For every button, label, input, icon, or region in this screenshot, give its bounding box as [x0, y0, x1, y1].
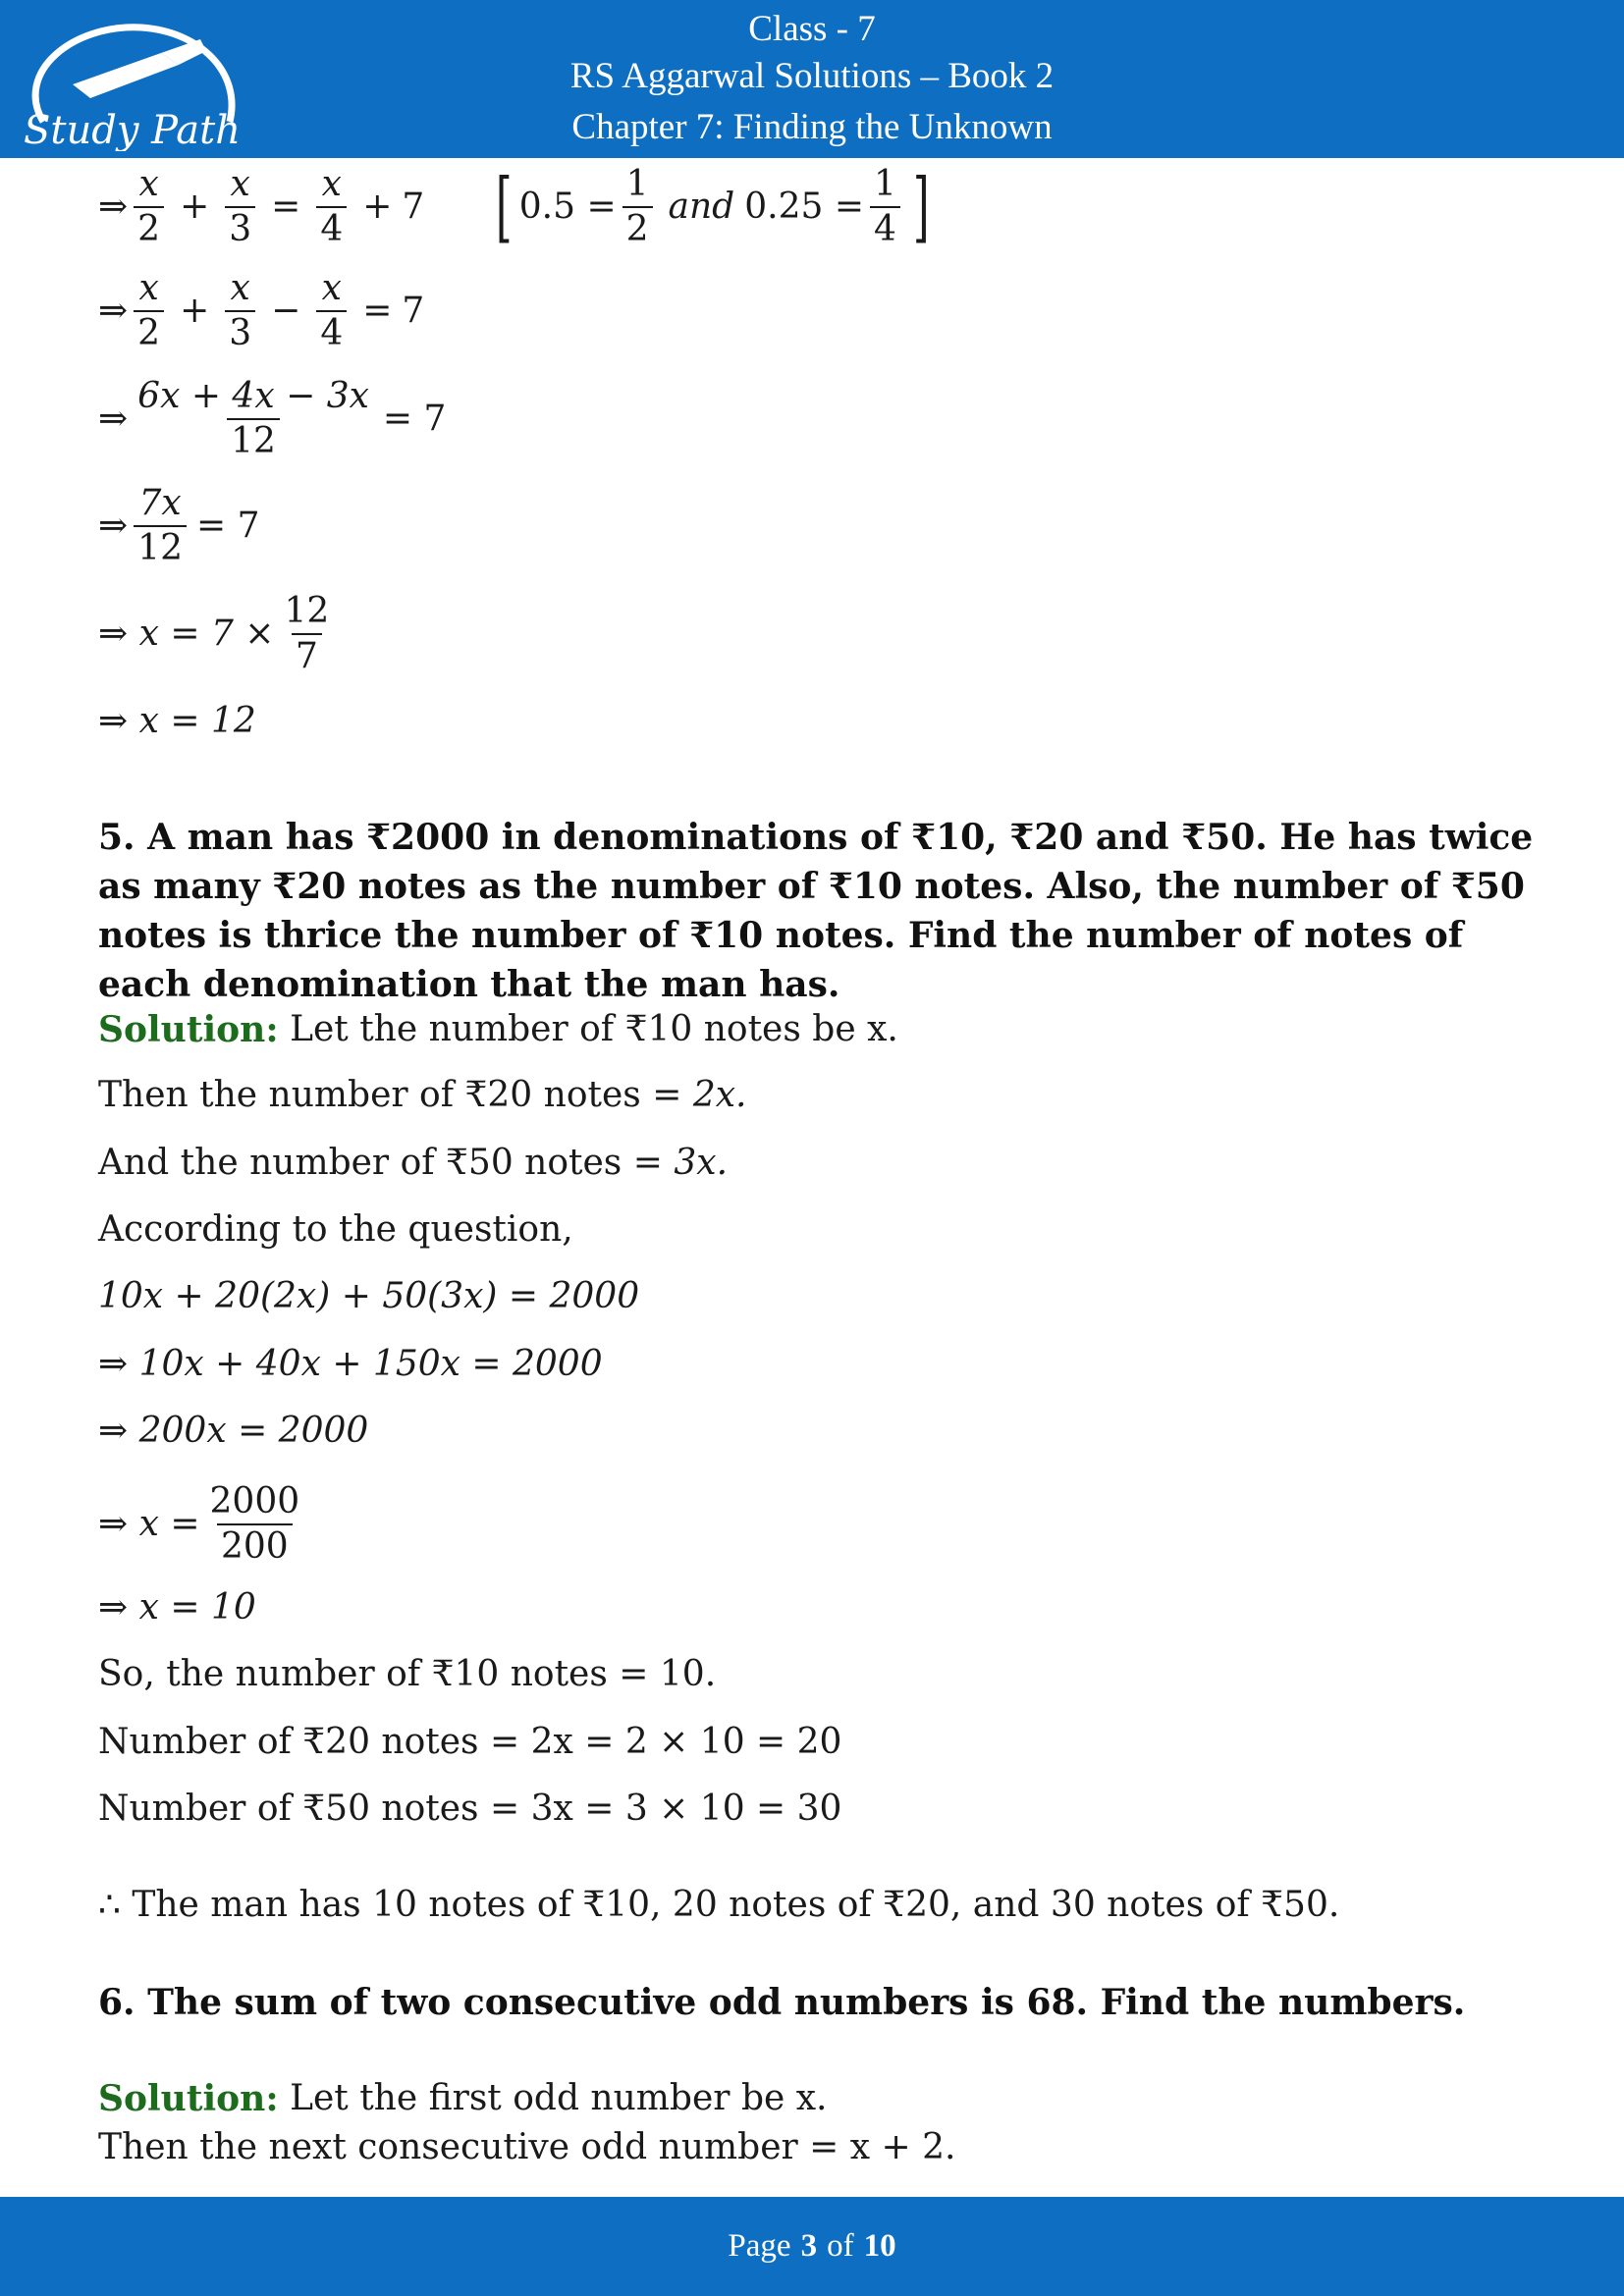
q5-solution-line-3: And the number of ₹50 notes = 3x. — [98, 1143, 729, 1183]
q5-solution-line-1: Solution: Let the number of ₹10 notes be x. — [98, 1006, 898, 1053]
q5-result-20: Number of ₹20 notes = 2x = 2 × 10 = 20 — [98, 1722, 842, 1762]
equation-step-5: ⇒ x = 7 × $\frac{12}{7}$ — [98, 591, 330, 676]
q5-solution-line-4: According to the question, — [98, 1209, 573, 1250]
q5-equation-3: ⇒ 200x = 2000 — [98, 1411, 369, 1451]
header-class: Class - 7 — [748, 9, 876, 49]
header-book: RS Aggarwal Solutions – Book 2 — [569, 56, 1055, 96]
q5-solution-line-2: Then the number of ₹20 notes = 2x. — [98, 1075, 747, 1115]
q5-equation-5: ⇒ x = 10 — [98, 1587, 256, 1628]
question-6: 6. The sum of two consecutive odd numbers is 68. Find the numbers. — [98, 1982, 1466, 2023]
q5-equation-2: ⇒ 10x + 40x + 150x = 2000 — [98, 1344, 603, 1384]
header-chapter: Chapter 7: Finding the Unknown — [571, 107, 1053, 147]
page-number: 3 — [800, 2228, 818, 2264]
solution-label: Solution: — [98, 1009, 279, 1050]
question-5: 5. A man has ₹2000 in denominations of ₹10, ₹20 and ₹50. He has twice as many ₹20 notes as the number of ₹10 notes. Also, the number of ₹50 notes is thrice the number of ₹10 notes. Find the number of notes of each denomination that the man has. — [98, 817, 1534, 1005]
page-footer — [0, 2197, 1624, 2296]
svg-text:Study Path: Study Path — [24, 108, 241, 151]
q5-conclusion: ∴ The man has 10 notes of ₹10, 20 notes of ₹20, and 30 notes of ₹50. — [98, 1885, 1340, 1925]
q5-result-10: So, the number of ₹10 notes = 10. — [98, 1654, 717, 1694]
solution-label: Solution: — [98, 2078, 279, 2119]
q5-result-50: Number of ₹50 notes = 3x = 3 × 10 = 30 — [98, 1789, 842, 1829]
q6-solution-line-1: Solution: Let the first odd number be x. — [98, 2075, 827, 2122]
q6-solution-line-2: Then the next consecutive odd number = x + 2. — [98, 2127, 956, 2167]
equation-step-6: ⇒ x = 12 — [98, 701, 256, 741]
page-of: of — [827, 2228, 854, 2264]
equation-step-3: ⇒ $\frac{6x + 4x - 3x}{12}$ = 7 — [98, 376, 447, 461]
equation-step-2: ⇒ $\frac{x}{2}$ + $\frac{x}{3}$ − $\frac{x}{4}$ = 7 — [98, 268, 425, 353]
page-header — [0, 0, 1624, 158]
equation-step-1: ⇒ $\frac{x}{2}$ + $\frac{x}{3}$ = $\frac{x}{4}$ + 7 [ 0.5 = $\frac{1}{2}$ and 0.25 = $\frac{1}{4}$ ] — [98, 163, 930, 251]
equation-step-4: ⇒ $\frac{7x}{12}$ = 7 — [98, 483, 260, 568]
page-total: 10 — [863, 2228, 896, 2264]
q5-equation-4: ⇒ x = $\frac{2000}{200}$ — [98, 1481, 300, 1567]
page-label: Page — [728, 2228, 791, 2264]
q5-equation-1: 10x + 20(2x) + 50(3x) = 2000 — [98, 1276, 640, 1316]
